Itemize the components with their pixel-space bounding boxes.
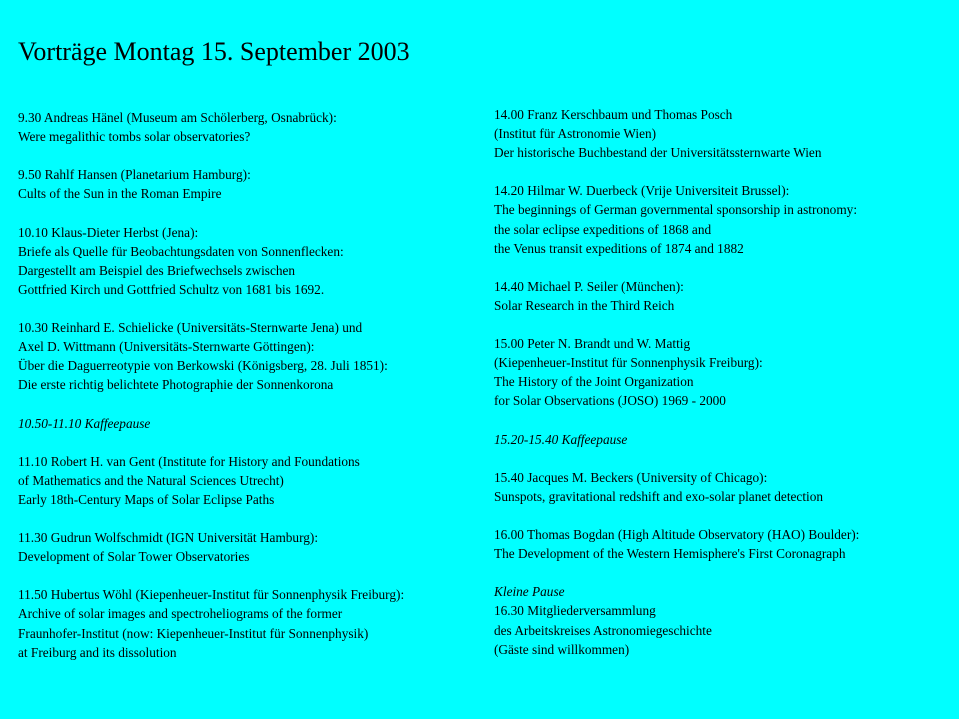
break-entry	[18, 414, 404, 433]
entry-line: Fraunhofer-Institut (now: Kiepenheuer-Institut für Sonnenphysik)	[18, 625, 369, 641]
entry-line: Der historische Buchbestand der Universitätssternwarte Wien	[494, 145, 822, 161]
talk-entry	[18, 528, 404, 566]
entry-heading: 11.10 Robert H. van Gent (Institute for History and Foundations	[18, 453, 360, 469]
entry-line: Über die Daguerreotypie von Berkowski (Königsberg, 28. Juli 1851):	[18, 358, 388, 374]
entry-spacer	[18, 394, 404, 413]
entry-heading: 14.20 Hilmar W. Duerbeck (Vrije Universiteit Brussel):	[494, 183, 790, 199]
entry-line: the Venus transit expeditions of 1874 and 1882	[494, 240, 744, 256]
entry-line: Archive of solar images and spectroheliograms of the former	[18, 606, 343, 622]
entry-heading: 14.00 Franz Kerschbaum und Thomas Posch	[494, 107, 733, 122]
entry-heading: 9.30 Andreas Hänel (Museum am Schölerberg, Osnabrück):	[18, 110, 337, 125]
entry-spacer	[494, 506, 859, 525]
entry-line: Briefe als Quelle für Beobachtungsdaten von Sonnenflecken:	[18, 243, 344, 259]
entry-heading: 15.20-15.40 Kaffeepause	[494, 431, 628, 447]
entry-spacer	[18, 146, 404, 165]
entry-line: Cults of the Sun in the Roman Empire	[18, 186, 222, 202]
entry-spacer	[494, 162, 859, 181]
entry-line: Dargestellt am Beispiel des Briefwechsels zwischen	[18, 262, 296, 278]
talk-entry	[494, 181, 859, 257]
entry-spacer	[494, 258, 859, 277]
entry-line: Die erste richtig belichtete Photographie der Sonnenkorona	[18, 377, 334, 393]
talk-entry	[18, 318, 404, 394]
talk-entry	[494, 525, 859, 563]
talk-entry	[18, 165, 404, 203]
entry-heading: 14.40 Michael P. Seiler (München):	[494, 278, 684, 294]
entry-line: of Mathematics and the Natural Sciences Utrecht)	[18, 472, 284, 488]
talk-entry	[18, 108, 404, 146]
entry-heading: Kleine Pause	[494, 584, 565, 600]
talk-entry	[494, 468, 859, 506]
entry-heading: 10.30 Reinhard E. Schielicke (Universitäts-Sternwarte Jena) und	[18, 320, 363, 336]
entry-spacer	[18, 203, 404, 222]
entry-spacer	[18, 433, 404, 452]
entry-spacer	[494, 449, 859, 468]
entry-heading: 10.50-11.10 Kaffeepause	[18, 415, 151, 431]
entry-line: Solar Research in the Third Reich	[494, 297, 675, 313]
entry-line: The Development of the Western Hemisphere's First Coronagraph	[494, 546, 846, 562]
entry-spacer	[18, 509, 404, 528]
entry-line: at Freiburg and its dissolution	[18, 644, 177, 660]
entry-heading: 11.50 Hubertus Wöhl (Kiepenheuer-Institut für Sonnenphysik Freiburg):	[18, 587, 405, 603]
entry-spacer	[494, 411, 859, 430]
entry-line: Development of Solar Tower Observatories	[18, 549, 250, 565]
entry-line: des Arbeitskreises Astronomiegeschichte	[494, 622, 712, 638]
entry-line: (Gäste sind willkommen)	[494, 641, 630, 657]
entry-line: The History of the Joint Organization	[494, 374, 694, 390]
entry-line: Early 18th-Century Maps of Solar Eclipse Paths	[18, 491, 275, 507]
talk-entry	[494, 277, 859, 315]
entry-line: Sunspots, gravitational redshift and exo-solar planet detection	[494, 488, 824, 504]
talk-entry	[18, 585, 404, 661]
entry-heading: 10.10 Klaus-Dieter Herbst (Jena):	[18, 224, 199, 240]
talk-entry	[494, 582, 859, 658]
page-title: Vorträge Montag 15. September 2003	[18, 37, 410, 66]
talk-entry	[494, 334, 859, 410]
talk-entry	[494, 105, 859, 162]
entry-line: Were megalithic tombs solar observatories?	[18, 129, 251, 145]
entry-spacer	[494, 315, 859, 334]
entry-heading: 11.30 Gudrun Wolfschmidt (IGN Universität Hamburg):	[18, 530, 319, 546]
entry-heading: 16.00 Thomas Bogdan (High Altitude Observatory (HAO) Boulder):	[494, 527, 860, 543]
entry-line: Gottfried Kirch und Gottfried Schultz von 1681 bis 1692.	[18, 281, 325, 297]
talk-entry	[18, 452, 404, 509]
entry-line: (Institut für Astronomie Wien)	[494, 126, 657, 142]
entry-spacer	[18, 566, 404, 585]
entry-heading: 15.00 Peter N. Brandt und W. Mattig	[494, 336, 691, 352]
entry-line: for Solar Observations (JOSO) 1969 - 2000	[494, 393, 726, 409]
left-schedule-column	[18, 108, 404, 662]
entry-line: the solar eclipse expeditions of 1868 and	[494, 221, 712, 237]
break-entry	[494, 430, 859, 449]
entry-line: (Kiepenheuer-Institut für Sonnenphysik Freiburg):	[494, 355, 763, 371]
entry-spacer	[494, 563, 859, 582]
entry-heading: 9.50 Rahlf Hansen (Planetarium Hamburg):	[18, 167, 251, 183]
talk-entry	[18, 223, 404, 299]
entry-line: 16.30 Mitgliederversammlung	[494, 603, 656, 619]
entry-spacer	[18, 299, 404, 318]
entry-line: The beginnings of German governmental sponsorship in astronomy:	[494, 202, 858, 218]
right-schedule-column	[494, 105, 859, 659]
entry-heading: 15.40 Jacques M. Beckers (University of Chicago):	[494, 469, 768, 485]
entry-line: Axel D. Wittmann (Universitäts-Sternwarte Göttingen):	[18, 339, 315, 355]
